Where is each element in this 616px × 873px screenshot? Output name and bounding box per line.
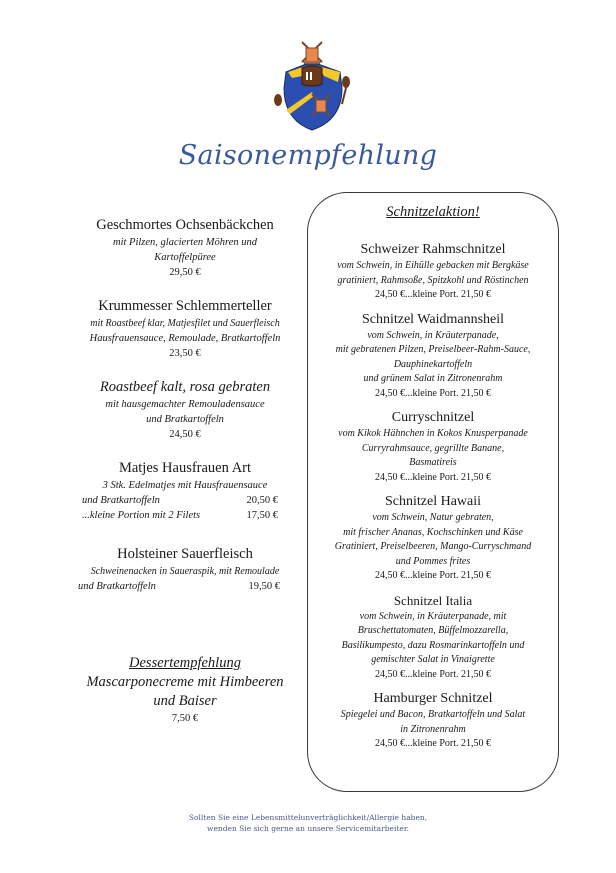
allergy-note-line: wenden Sie sich gerne an unsere Servicemitarbeiter. xyxy=(207,824,409,833)
dish-description: Dauphinekartoffeln xyxy=(393,358,473,370)
menu-item xyxy=(308,493,558,584)
dish-description: Spiegelei und Bacon, Bratkartoffeln und Salat xyxy=(340,709,526,720)
menu-item xyxy=(308,241,558,303)
page-title: Saisonempfehlung xyxy=(178,140,438,171)
dish-price: 24,50 €...kleine Port. 21,50 € xyxy=(374,738,492,749)
menu-item xyxy=(308,690,558,752)
dessert-section xyxy=(70,654,300,726)
dish-description: Basmatireis xyxy=(409,457,457,468)
dish-price: 29,50 € xyxy=(169,267,201,278)
dish-name: Curryschnitzel xyxy=(391,410,475,425)
dish-price: 24,50 €...kleine Port. 21,50 € xyxy=(374,471,492,483)
dish-description: gemischter Salat in Vinaigrette xyxy=(371,654,495,665)
dish-description: vom Kikok Hähnchen in Kokos Knusperpanade xyxy=(338,428,528,439)
dish-description: und Bratkartoffeln xyxy=(146,414,224,425)
dish-description: mit frischer Ananas, Kochschinken und Käse xyxy=(343,526,523,538)
dish-description: und grünem Salat in Zitronenrahm xyxy=(363,373,503,384)
dish-description: Gratiniert, Preiselbeeren, Mango-Curryschmand xyxy=(334,541,532,552)
dish-description: mit Roastbeef klar, Matjesfilet und Sauerfleisch xyxy=(90,318,280,329)
price-row xyxy=(70,579,300,594)
allergy-note xyxy=(0,812,616,834)
dish-name: Holsteiner Sauerfleisch xyxy=(117,546,253,562)
price-row-price: 17,50 € xyxy=(246,510,278,521)
menu-item xyxy=(70,459,300,523)
dish-price: 24,50 €...kleine Port. 21,50 € xyxy=(374,668,492,680)
price-row-price: 19,50 € xyxy=(248,581,280,592)
dish-description: Kartoffelpüree xyxy=(154,252,216,263)
dish-price: 24,50 €...kleine Port. 21,50 € xyxy=(374,289,492,300)
menu-item xyxy=(70,297,300,361)
dessert-name: Mascarponecreme mit Himbeeren xyxy=(86,674,284,690)
dish-description: Bruschettatomaten, Büffelmozzarella, xyxy=(357,625,509,636)
box-title: Schnitzelaktion! xyxy=(386,204,480,220)
dish-description: vom Schwein, Natur gebraten, xyxy=(372,512,494,523)
menu-item xyxy=(308,409,558,485)
price-row-label: ...kleine Portion mit 2 Filets xyxy=(82,510,201,521)
coat-of-arms-logo xyxy=(272,38,352,134)
menu-item xyxy=(308,311,558,402)
left-menu-column xyxy=(70,216,300,743)
schnitzel-box xyxy=(307,192,559,792)
dish-description: mit Pilzen, glacierten Möhren und xyxy=(113,237,257,248)
dessert-price: 7,50 € xyxy=(171,713,199,724)
dish-description: mit hausgemachter Remouladensauce xyxy=(105,399,265,410)
price-row-price: 20,50 € xyxy=(246,495,278,506)
dish-description: in Zitronenrahm xyxy=(400,723,466,735)
menu-item xyxy=(70,216,300,280)
dish-name: Schweizer Rahmschnitzel xyxy=(360,242,506,257)
menu-item xyxy=(70,378,300,442)
dish-price: 23,50 € xyxy=(169,348,201,359)
dish-description: vom Schwein, in Kräuterpanade, mit xyxy=(359,610,507,622)
dish-description: mit gebratenen Pilzen, Preiselbeer-Rahm-Sauce, xyxy=(335,344,531,355)
price-row xyxy=(70,493,300,508)
dish-name: Hamburger Schnitzel xyxy=(373,691,493,706)
dish-name: Krummesser Schlemmerteller xyxy=(98,298,272,314)
dish-price: 24,50 €...kleine Port. 21,50 € xyxy=(374,570,492,581)
dish-description: Basilikumpesto, dazu Rosmarinkartoffeln und xyxy=(341,639,525,651)
dessert-heading: Dessertempfehlung xyxy=(129,655,241,671)
dish-price: 24,50 €...kleine Port. 21,50 € xyxy=(374,387,492,399)
allergy-note-line: Sollten Sie eine Lebensmittelunverträglichkeit/Allergie haben, xyxy=(188,813,428,822)
dish-name: Matjes Hausfrauen Art xyxy=(118,460,252,476)
dish-name: Geschmortes Ochsenbäckchen xyxy=(96,217,274,233)
dish-description: Schweinenacken in Saueraspik, mit Remoulade xyxy=(90,566,280,577)
dish-name: Schnitzel Hawaii xyxy=(384,494,482,509)
dish-description: Curryrahmsauce, gegrillte Banane, xyxy=(361,442,505,454)
dish-name: Schnitzel Waidmannsheil xyxy=(361,311,505,327)
dish-description: vom Schwein, in Kräuterpanade, xyxy=(367,329,499,341)
menu-item xyxy=(308,592,558,683)
dish-price: 24,50 € xyxy=(169,429,201,440)
price-row-label: und Bratkartoffeln xyxy=(82,495,160,506)
dish-description: Hausfrauensauce, Remoulade, Bratkartoffeln xyxy=(89,333,281,344)
menu-item xyxy=(70,545,300,594)
price-row xyxy=(70,508,300,523)
dish-name: Roastbeef kalt, rosa gebraten xyxy=(99,379,271,395)
dish-description: 3 Stk. Edelmatjes mit Hausfrauensauce xyxy=(102,480,268,491)
price-row-label: und Bratkartoffeln xyxy=(78,581,156,592)
dish-name: Schnitzel Italia xyxy=(393,592,473,608)
dish-description: vom Schwein, in Eihülle gebacken mit Bergkäse xyxy=(337,260,529,271)
dish-description: gratiniert, Rahmsoße, Spitzkohl und Röstinchen xyxy=(337,274,529,286)
dessert-name: und Baiser xyxy=(153,693,217,709)
dish-description: und Pommes frites xyxy=(395,555,471,567)
